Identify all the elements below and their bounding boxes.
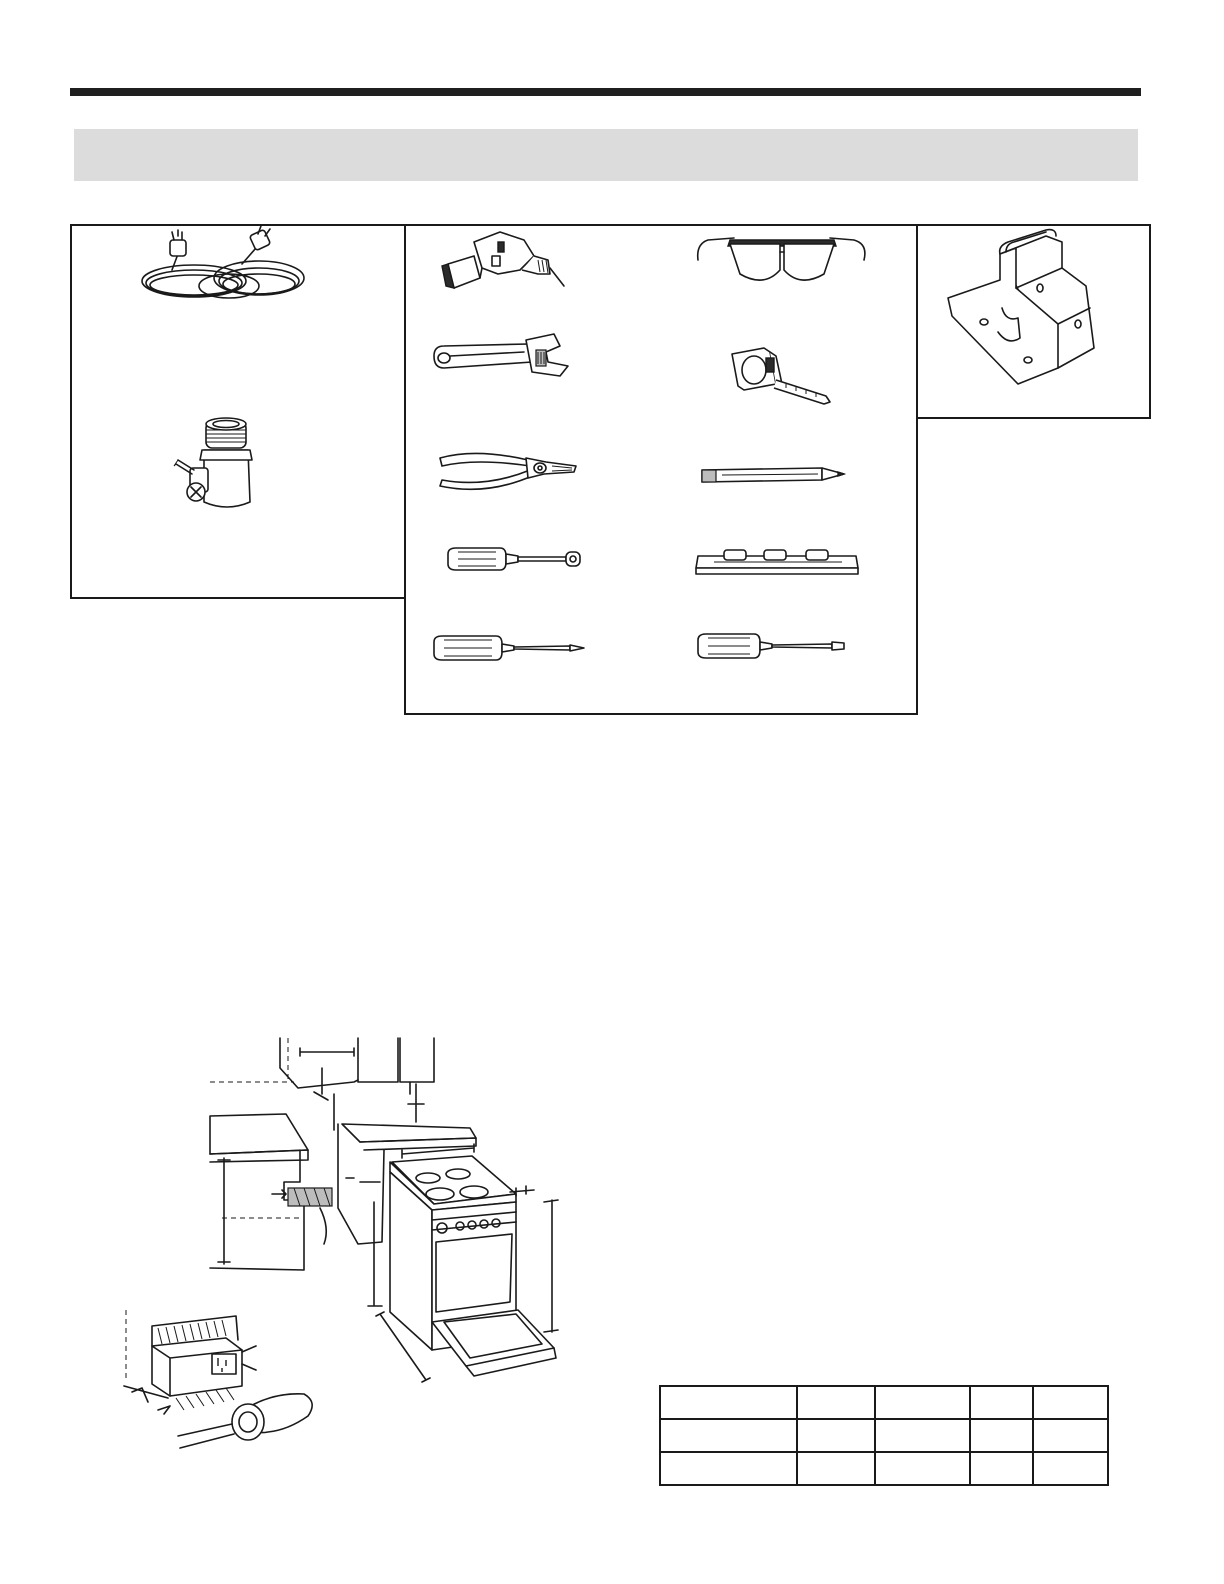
section-header-band	[74, 129, 1138, 181]
strain-relief-connector-icon	[170, 416, 270, 516]
table-cell	[797, 1419, 875, 1452]
nut-driver-icon	[444, 542, 584, 576]
table-cell	[970, 1452, 1034, 1485]
table-cell	[970, 1386, 1034, 1419]
safety-glasses-icon	[694, 230, 870, 286]
table-cell	[875, 1452, 970, 1485]
tools-box	[404, 224, 918, 715]
level-icon	[694, 546, 862, 576]
table-cell	[1033, 1419, 1108, 1452]
table-row	[660, 1452, 1108, 1485]
table-cell	[797, 1386, 875, 1419]
pencil-icon	[698, 462, 848, 488]
table-cell	[875, 1419, 970, 1452]
table-cell	[660, 1386, 797, 1419]
table-row	[660, 1419, 1108, 1452]
table-cell	[797, 1452, 875, 1485]
phillips-screwdriver-icon	[430, 628, 588, 668]
tape-measure-icon	[726, 344, 838, 410]
flat-screwdriver-icon	[694, 626, 854, 666]
table-cell	[660, 1452, 797, 1485]
dimensions-table	[659, 1385, 1109, 1486]
supplied-parts-box	[70, 224, 406, 599]
anti-tip-bracket-icon	[938, 228, 1128, 398]
power-cord-icon	[134, 226, 334, 316]
anti-tip-bracket-box	[916, 224, 1151, 419]
table-cell	[1033, 1386, 1108, 1419]
table-cell	[1033, 1452, 1108, 1485]
table-cell	[875, 1386, 970, 1419]
drill-icon	[438, 226, 598, 298]
header-rule	[70, 88, 1141, 96]
table-cell	[660, 1419, 797, 1452]
table-cell	[970, 1419, 1034, 1452]
adjustable-wrench-icon	[428, 332, 578, 380]
table-row	[660, 1386, 1108, 1419]
pliers-icon	[436, 440, 580, 492]
outlet-location-icon	[118, 1306, 318, 1454]
